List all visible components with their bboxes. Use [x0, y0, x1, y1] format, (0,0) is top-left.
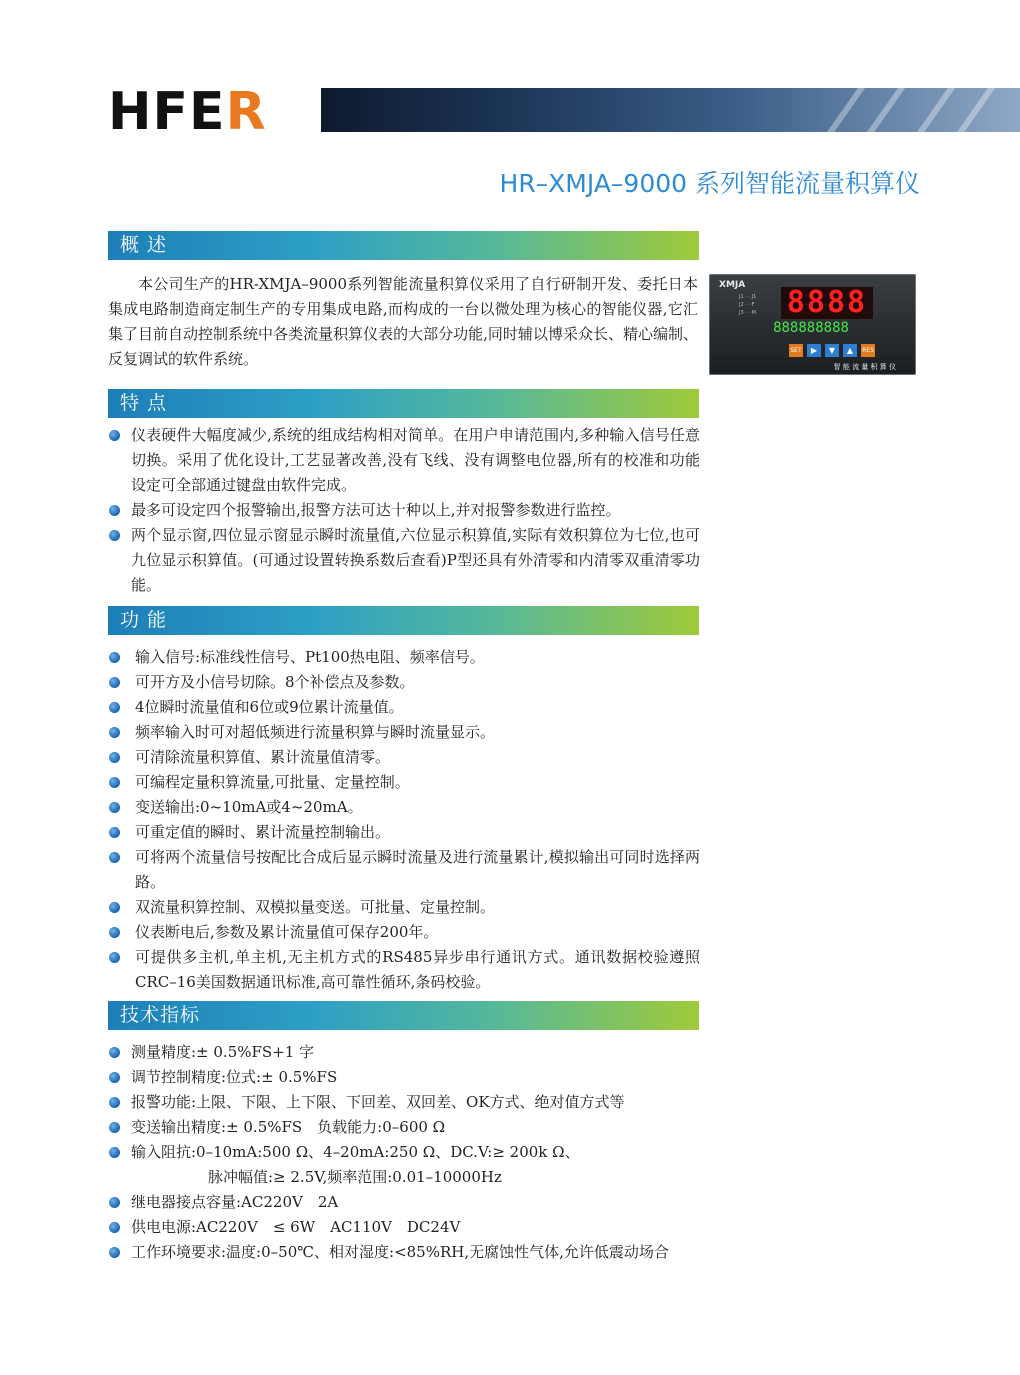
bullet-icon [109, 530, 120, 541]
list-item: 报警功能:上限、下限、上下限、下回差、双回差、OK方式、绝对值方式等 [108, 1090, 700, 1115]
list-item: 两个显示窗,四位显示窗显示瞬时流量值,六位显示积算值,实际有效积算位为七位,也可九位显示积算值。(可通过设置转换系数后查看)P型还具有外清零和内清零双重清零功能。 [108, 523, 700, 598]
list-item: 可提供多主机,单主机,无主机方式的RS485异步串行通讯方式。通讯数据校验遵照CRC–16美国数据通讯标准,高可靠性循环,条码校验。 [108, 945, 700, 995]
bullet-icon [109, 702, 120, 713]
impedance-second-line: 脉冲幅值:≥ 2.5V,频率范围:0.01–10000Hz [208, 1168, 502, 1186]
list-item: 供电电源:AC220V ≤ 6W AC110V DC24V [108, 1215, 700, 1240]
bullet-icon [109, 852, 120, 863]
set-key: SET [789, 344, 803, 357]
features-list [108, 423, 700, 598]
instant-flow-display: 8888 [781, 287, 873, 319]
up-key: ▲ [843, 344, 857, 357]
device-image [709, 274, 916, 375]
list-item: 最多可设定四个报警输出,报警方法可达十种以上,并对报警参数进行监控。 [108, 498, 700, 523]
functions-list [108, 645, 700, 995]
section-header-specs: 技术指标 [108, 1001, 699, 1030]
list-item: 仪表断电后,参数及累计流量值可保存200年。 [108, 920, 700, 945]
indicator-led: J1 · · J1 [739, 294, 757, 300]
list-item: 输入阻抗:0–10mA:500 Ω、4–20mA:250 Ω、DC.V:≥ 200k Ω、 脉冲幅值:≥ 2.5V,频率范围:0.01–10000Hz [108, 1140, 700, 1190]
bullet-icon [109, 1247, 120, 1258]
list-item: 仪表硬件大幅度减少,系统的组成结构相对简单。在用户申请范围内,多种输入信号任意切换。采用了优化设计,工艺显著改善,没有飞线、没有调整电位器,所有的校准和功能设定可全部通过键盘由软件完成。 [108, 423, 700, 498]
list-item: 调节控制精度:位式:± 0.5%FS [108, 1065, 700, 1090]
device-brand: XMJA [719, 280, 746, 290]
device-keypad [789, 344, 875, 357]
indicator-led: J2 · · F [739, 302, 755, 308]
list-item: 输入信号:标准线性信号、Pt100热电阻、频率信号。 [108, 645, 700, 670]
section-header-features: 特 点 [108, 389, 699, 418]
total-flow-display: 888888888 [773, 320, 849, 336]
indicator-led: J3 · · M [739, 310, 756, 316]
list-item: 可清除流量积算值、累计流量值清零。 [108, 745, 700, 770]
device-caption: 智 能 流 量 积 算 仪 [833, 363, 896, 371]
list-item: 工作环境要求:温度:0–50℃、相对湿度:<85%RH,无腐蚀性气体,允许低震动场合 [108, 1240, 700, 1265]
list-item: 可开方及小信号切除。8个补偿点及参数。 [108, 670, 700, 695]
bullet-icon [109, 1047, 120, 1058]
list-item: 测量精度:± 0.5%FS+1 字 [108, 1040, 700, 1065]
bullet-icon [109, 1147, 120, 1158]
bullet-icon [109, 752, 120, 763]
section-header-functions: 功 能 [108, 606, 699, 635]
header-bar [108, 82, 1020, 142]
product-title: HR–XMJA–9000 系列智能流量积算仪 [499, 169, 920, 198]
list-item: 继电器接点容量:AC220V 2A [108, 1190, 700, 1215]
brand-logo [108, 82, 323, 142]
reset-key: RES [861, 344, 875, 357]
bullet-icon [109, 802, 120, 813]
list-item: 变送输出:0~10mA或4~20mA。 [108, 795, 700, 820]
bullet-icon [109, 1122, 120, 1133]
bullet-icon [109, 505, 120, 516]
bullet-icon [109, 827, 120, 838]
bullet-icon [109, 927, 120, 938]
bullet-icon [109, 1072, 120, 1083]
bullet-icon [109, 1097, 120, 1108]
section-header-overview: 概 述 [108, 231, 699, 260]
bullet-icon [109, 677, 120, 688]
bullet-icon [109, 1222, 120, 1233]
bullet-icon [109, 430, 120, 441]
header-decorative-band [321, 88, 1020, 132]
list-item: 变送输出精度:± 0.5%FS 负载能力:0–600 Ω [108, 1115, 700, 1140]
bullet-icon [109, 727, 120, 738]
bullet-icon [109, 1197, 120, 1208]
specs-list [108, 1040, 700, 1265]
list-item: 4位瞬时流量值和6位或9位累计流量值。 [108, 695, 700, 720]
list-item: 频率输入时可对超低频进行流量积算与瞬时流量显示。 [108, 720, 700, 745]
down-key: ▼ [825, 344, 839, 357]
right-key: ▶ [807, 344, 821, 357]
overview-text: 本公司生产的HR-XMJA–9000系列智能流量积算仪采用了自行研制开发、委托日本集成电路制造商定制生产的专用集成电路,而构成的一台以微处理为核心的智能仪器,它汇集了目前自动控制系统中各类流量积算仪表的大部分功能,同时辅以博采众长、精心编制、反复调试的软件系统。 [108, 275, 698, 368]
list-item: 双流量积算控制、双模拟量变送。可批量、定量控制。 [108, 895, 700, 920]
bullet-icon [109, 652, 120, 663]
logo-r-text: R [225, 82, 267, 142]
logo-main-text: HFE [108, 82, 226, 142]
list-item: 可重定值的瞬时、累计流量控制输出。 [108, 820, 700, 845]
bullet-icon [109, 952, 120, 963]
list-item: 可编程定量积算流量,可批量、定量控制。 [108, 770, 700, 795]
list-item: 可将两个流量信号按配比合成后显示瞬时流量及进行流量累计,模拟输出可同时选择两路。 [108, 845, 700, 895]
indicator-leds [739, 294, 769, 318]
bullet-icon [109, 777, 120, 788]
bullet-icon [109, 902, 120, 913]
